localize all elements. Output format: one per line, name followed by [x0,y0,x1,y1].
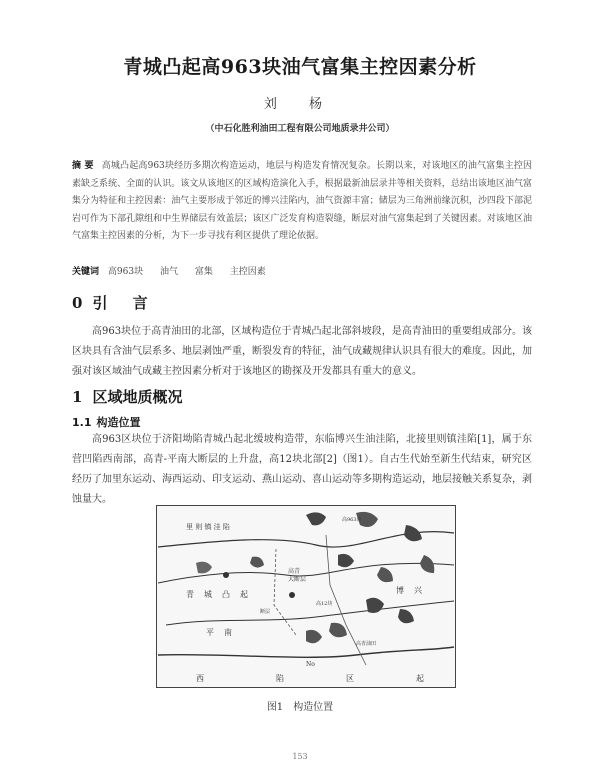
map-label: 西 [196,674,204,683]
page-number: 153 [292,752,308,760]
keyword: 主控因素 [229,267,266,277]
paper-title: 青城凸起高963块油气富集主控因素分析 [123,56,477,78]
section-title: 引 言 [92,294,158,312]
keyword: 油气 [159,267,178,277]
map-label: 大断层 [288,576,307,583]
map-label: 起 [240,590,248,599]
map-label: 断层 [260,609,271,615]
keywords-label: 关键词 [72,267,100,277]
abstract [72,158,532,246]
map-label: 城 [204,590,212,599]
map-label: 高青 [288,568,301,575]
subsection-number: 1.1 [72,416,92,429]
location-paragraph: 高963区块位于济阳坳陷青城凸起北缓坡构造带，东临博兴生油洼陷，北接里则镇洼陷[1]，属于东营凹陷西南部，高青-平南大断层的上升盘，高12块北部[2]（图1）。自古生代始至新生代结束，研究区经历了加里东运动、海西运动、印支运动、燕山运动、喜山运动等多期构造运动，地层接触关系复杂，剥蚀量大。 [72,434,532,505]
map-label: No [306,661,315,668]
structural-location-figure [156,505,456,688]
map-label: 高青油田 [356,641,377,647]
map-label: 起 [416,674,424,683]
section-number: 1 [72,388,83,406]
subsection-title: 构造位置 [96,416,141,429]
map-label: 平 [206,628,214,637]
subsection-heading [72,414,141,430]
map-label: 高963块 [342,517,362,523]
map-label: 高12块 [316,601,333,607]
section-heading-intro [72,292,158,313]
figure-caption [0,698,600,713]
map-label-sag: 里 则 镇 洼 陷 [186,523,230,531]
keywords [72,264,532,277]
abstract-text: 高城凸起高963块经历多期次构造运动，地层与构造发育情况复杂。长期以来，对该地区的油气富集主控因素缺乏系统、全面的认识。该文从该地区的区域构造演化入手，根据最新油层录井等相关资料，总结出该地区油气富集分为特征和主控因素：油气主要形成于邻近的博兴洼陷内，油气资源丰富；储层为三角洲前缘沉积，沙四段下部泥岩可作为下部孔隙组和中生界储层有效盖层；该区广泛发育构造裂缝，断层对油气富集起到了关键因素。对该地区油气富集主控因素的分析，为下一步寻找有利区提供了理论依据。 [72,161,532,242]
map-label: 凸 [222,590,230,599]
figure-number: 图1 [266,702,284,713]
location-map [156,505,456,688]
intro-paragraph: 高963块位于高青油田的北部，区域构造位于青城凸起北部斜坡段，是高青油田的重要组成部分。该区块具有含油气层系多、地层剥蚀严重，断裂发育的特征，油气成藏规律认识具有很大的难度。因此，加强对该区域油气成藏主控因素分析对于该地区的勘探及开发都具有重大的意义。 [72,326,532,377]
abstract-label: 摘 要 [72,161,94,171]
section-title: 区域地质概况 [92,388,183,406]
map-label: 南 [224,628,232,637]
figure-caption-text: 构造位置 [293,702,334,713]
section-heading-geology [72,386,182,407]
map-label: 兴 [414,586,422,595]
keyword: 高963块 [107,267,144,277]
section-number: 0 [72,294,83,312]
map-label: 陷 [276,674,284,683]
affiliation: （中石化胜利油田工程有限公司地质录井公司） [205,124,395,134]
keyword: 富集 [194,267,213,277]
map-label: 博 [396,586,404,595]
author-name: 刘 杨 [263,97,337,112]
map-label: 区 [346,674,354,683]
map-label: 青 [186,590,194,599]
